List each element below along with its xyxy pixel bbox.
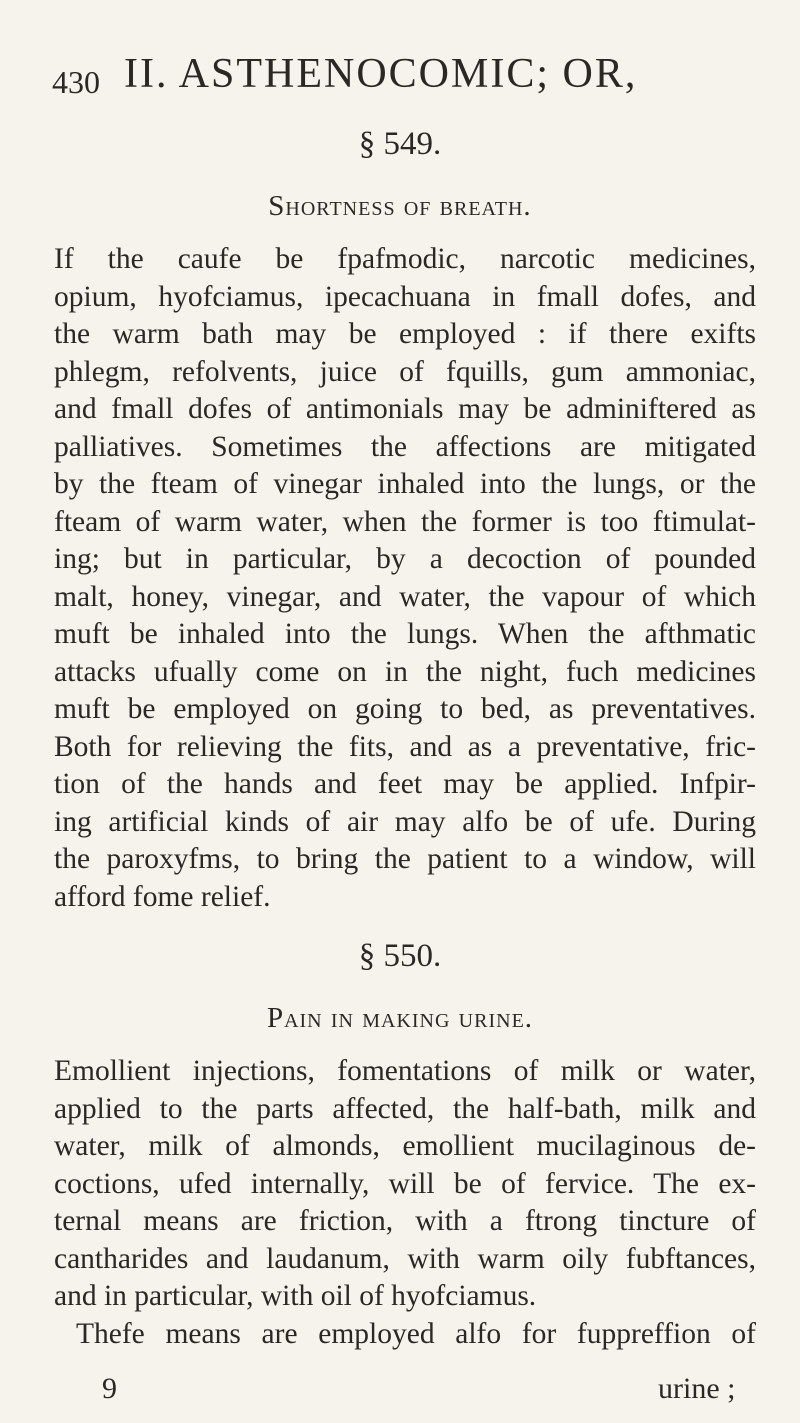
text-line: the paroxyfms, to bring the patient to a window, will [54,843,756,875]
text-line: by the fteam of vinegar inhaled into the lungs, or the [54,468,756,500]
text-line: palliatives. Sometimes the affections are mitigated [54,430,756,463]
section-body [54,1053,756,1353]
text-line: muft be employed on going to bed, as preventatives. [54,693,756,725]
text-line: ing artificial kinds of air may alfo be of ufe. During [54,805,756,838]
running-title: II. ASTHENOCOMIC; OR, [124,51,638,97]
page-number: 430 [52,64,100,100]
text-line: Both for relieving the fits, and as a preventative, fric- [54,730,756,763]
section-body [54,241,756,916]
text-line: afford fome relief. [54,880,271,913]
section-title: Shortness of breath. [268,190,532,222]
signature-mark: 9 [102,1372,117,1405]
text-line: applied to the parts affected, the half-bath, milk and [54,1092,756,1125]
text-line: phlegm, refolvents, juice of fquills, gum ammoniac, [54,355,756,388]
text-line: coctions, ufed internally, will be of fervice. The ex- [54,1167,756,1200]
text-line: Thefe means are employed alfo for fuppreffion of [76,1317,756,1350]
running-head [52,50,752,110]
catchword: urine ; [658,1372,736,1405]
text-line: the warm bath may be employed : if there exifts [54,318,756,350]
section-number: § 550. [358,938,442,974]
text-line: muft be inhaled into the lungs. When the afthmatic [54,618,756,650]
text-line: water, milk of almonds, emollient mucilaginous de- [54,1130,756,1162]
text-line: and fmall dofes of antimonials may be adminiftered as [54,393,756,425]
text-line: tion of the hands and feet may be applied. Infpir- [54,768,756,800]
text-line: attacks ufually come on in the night, fuch medicines [54,655,756,688]
text-line: opium, hyofciamus, ipecachuana in fmall dofes, and [54,280,756,313]
text-line: ing; but in particular, by a decoction of pounded [54,543,756,575]
text-line: Emollient injections, fomentations of milk or water, [54,1055,756,1087]
text-line: fteam of warm water, when the former is too ftimulat- [54,505,756,538]
text-line: and in particular, with oil of hyofciamus. [54,1280,537,1312]
text-line: If the caufe be fpafmodic, narcotic medicines, [54,243,756,275]
text-line: malt, honey, vinegar, and water, the vapour of which [54,580,756,613]
section-number: § 549. [358,126,442,162]
section-title: Pain in making urine. [266,1002,534,1034]
text-line: cantharides and laudanum, with warm oily fubftances, [54,1242,756,1275]
text-line: ternal means are friction, with a ftrong tincture of [54,1205,756,1237]
